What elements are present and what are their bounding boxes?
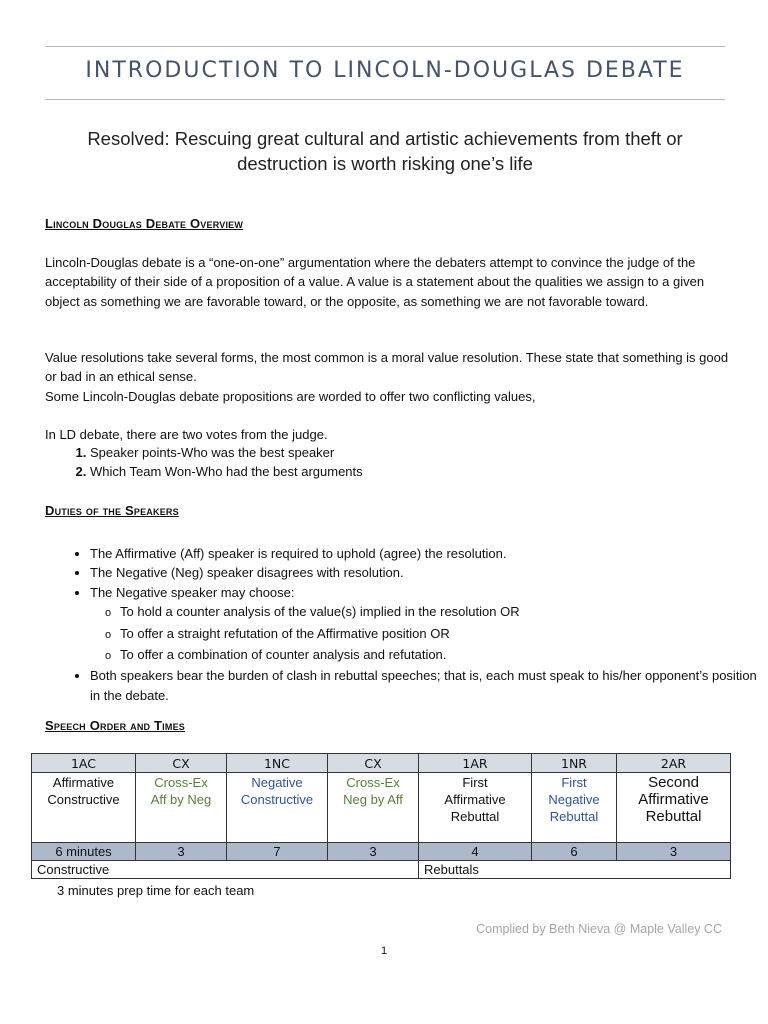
- duty-item: [90, 583, 768, 667]
- duty-subitem: o To offer a straight refutation of the Affirmative position OR: [120, 624, 768, 645]
- speech-code-cell: CX: [136, 754, 227, 773]
- constructive-label: Constructive: [32, 861, 419, 879]
- duty-item: • Both speakers bear the burden of clash in rebuttal speeches; that is, each must speak to his/her opponent’s position in the debate.: [90, 666, 768, 705]
- speech-time-cell: 3: [136, 843, 227, 861]
- speech-name-cell: [328, 773, 419, 843]
- speech-code-cell: 1AC: [32, 754, 136, 773]
- speech-time-cell: 7: [227, 843, 328, 861]
- speech-name-line: Cross-Ex: [346, 775, 400, 790]
- page-number: 1: [380, 945, 388, 957]
- speech-code-row: [32, 754, 731, 773]
- overview-paragraph-3: [45, 425, 730, 444]
- speech-name-line: Rebuttal: [450, 809, 500, 824]
- page-title: INTRODUCTION TO LINCOLN-DOUGLAS DEBATE: [85, 58, 685, 83]
- speech-name-line: Second: [648, 774, 699, 791]
- duties-heading: Duties of the Speakers: [45, 503, 179, 518]
- speech-name-line: Cross-Ex: [154, 775, 208, 790]
- votes-list: [45, 443, 363, 481]
- title-rule: [45, 99, 725, 100]
- prep-time-note: 3 minutes prep time for each team: [57, 883, 255, 898]
- overview-p2b: Some Lincoln-Douglas debate propositions are worded to offer two conflicting values,: [45, 388, 536, 404]
- duty-subitem: o To hold a counter analysis of the value(s) implied in the resolution OR: [120, 602, 768, 623]
- speech-name-cell: [532, 773, 617, 843]
- duty-item: • The Affirmative (Aff) speaker is required to uphold (agree) the resolution.: [90, 544, 768, 563]
- overview-paragraph-2: [45, 348, 730, 406]
- rebuttals-label: Rebuttals: [419, 861, 731, 879]
- speech-name-line: Affirmative: [444, 792, 506, 807]
- overview-p3: In LD debate, there are two votes from the judge.: [45, 427, 328, 442]
- speech-name-line: First: [462, 775, 488, 790]
- speech-time-cell: 4: [419, 843, 532, 861]
- speech-name-line: Rebuttal: [645, 808, 702, 825]
- speech-code-cell: 2AR: [617, 754, 731, 773]
- speech-name-cell: [136, 773, 227, 843]
- speech-code-cell: 1NC: [227, 754, 328, 773]
- speech-name-line: Rebuttal: [549, 809, 599, 824]
- speech-name-row: [32, 773, 731, 843]
- speech-name-cell: [32, 773, 136, 843]
- speech-time-cell: 3: [617, 843, 731, 861]
- speech-code-cell: CX: [328, 754, 419, 773]
- resolution-text: Resolved: Rescuing great cultural and artistic achievements from theft or destruction is worth risking one’s life: [87, 128, 683, 174]
- speech-name-line: First: [561, 775, 587, 790]
- speech-code-cell: 1AR: [419, 754, 532, 773]
- vote-item: 2. Which Team Won-Who had the best arguments: [90, 462, 363, 481]
- speech-name-line: Aff by Neg: [150, 792, 212, 807]
- speech-name-line: Affirmative: [638, 791, 709, 808]
- overview-paragraph-1: [45, 253, 730, 311]
- speech-time-row: [32, 843, 731, 861]
- vote-item: 1. Speaker points-Who was the best speaker: [90, 443, 363, 462]
- overview-p2a: Value resolutions take several forms, the most common is a moral value resolution. These state that something is good or bad in an ethical sense.: [45, 350, 729, 385]
- speech-name-line: Constructive: [47, 792, 120, 807]
- speech-name-cell: [617, 773, 731, 843]
- duties-list: [45, 544, 768, 705]
- speech-name-line: Negative: [548, 792, 600, 807]
- duty-item: • The Negative (Neg) speaker disagrees with resolution.: [90, 563, 768, 582]
- speech-name-line: Affirmative: [52, 775, 115, 790]
- duty-sublist: [90, 602, 768, 666]
- speech-phase-row: [32, 861, 731, 879]
- credit-line: Complied by Beth Nieva @ Maple Valley CC: [476, 922, 722, 936]
- speech-name-cell: [419, 773, 532, 843]
- top-rule: [45, 46, 725, 47]
- speech-order-table: [31, 753, 731, 879]
- speech-time-cell: 3: [328, 843, 419, 861]
- speech-name-line: Constructive: [240, 792, 314, 807]
- speech-code-cell: 1NR: [532, 754, 617, 773]
- duty-subitem: o To offer a combination of counter analysis and refutation.: [120, 645, 768, 666]
- speech-time-cell: 6 minutes: [32, 843, 136, 861]
- overview-heading: Lincoln Douglas Debate Overview: [45, 216, 244, 231]
- speech-heading: Speech Order and Times: [45, 718, 185, 733]
- speech-time-cell: 6: [532, 843, 617, 861]
- speech-name-cell: [227, 773, 328, 843]
- speech-name-line: Neg by Aff: [343, 792, 403, 807]
- overview-p1: Lincoln-Douglas debate is a “one-on-one” argumentation where the debaters attempt to convince the judge of the acceptability of their side of a proposition of a value. A value is a statement about the qualities we assign to a given object as something we are favorable toward, or the opposite, as something we are not favorable toward.: [45, 255, 705, 309]
- duty-item-text: The Negative speaker may choose:: [90, 584, 295, 600]
- speech-name-line: Negative: [251, 775, 303, 790]
